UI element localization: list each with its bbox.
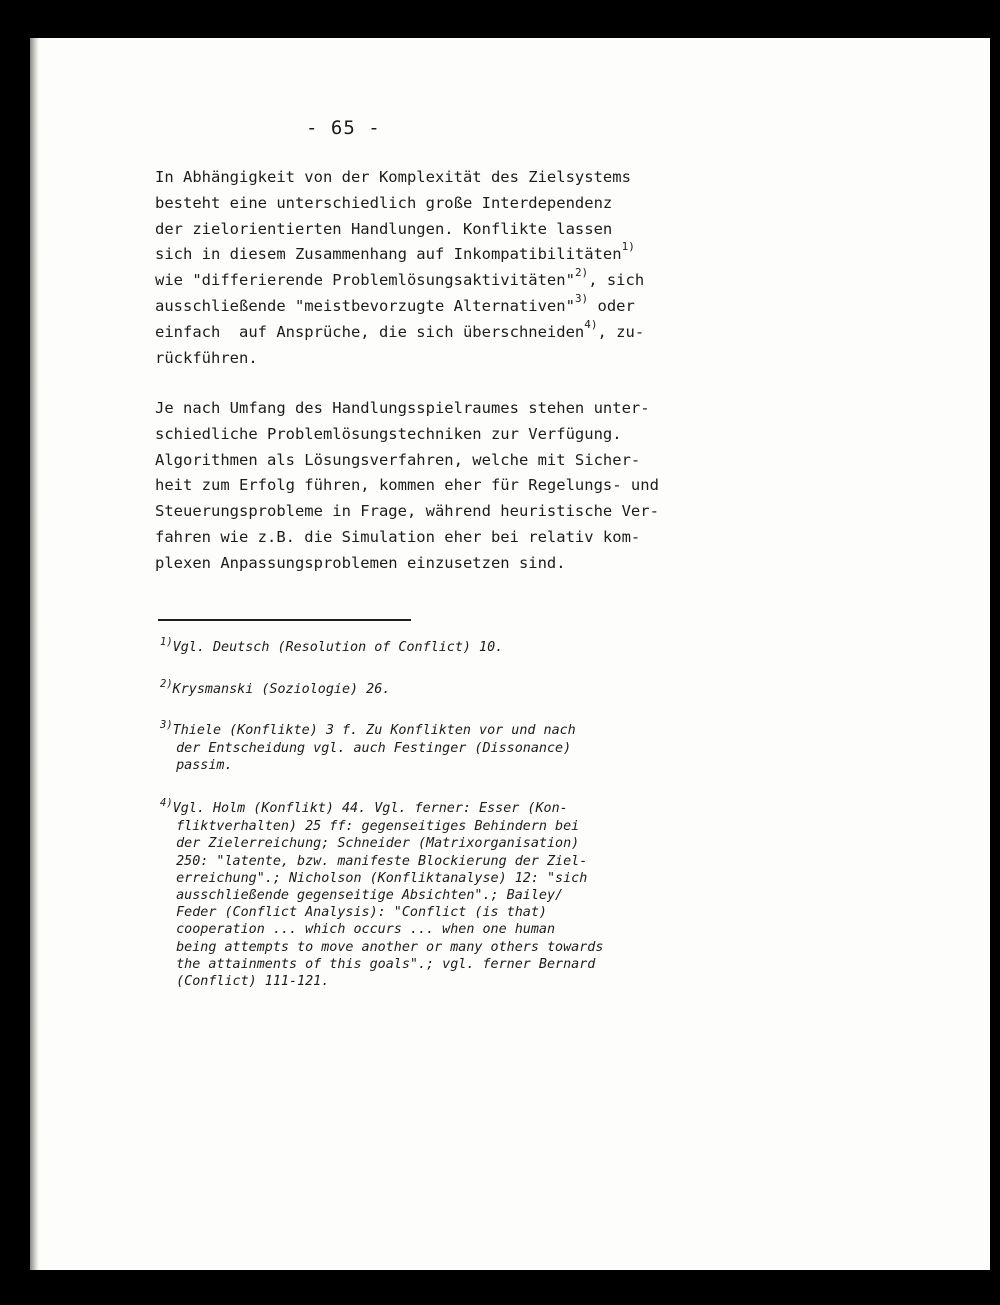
paragraph2-line: fahren wie z.B. die Simulation eher bei relativ kom- <box>155 527 641 546</box>
footnote-line: the attainments of this goals".; vgl. ferner Bernard <box>176 956 596 972</box>
page-number: - 65 - <box>306 117 381 139</box>
paragraph1-line: In Abhängigkeit von der Komplexität des Zielsystems <box>155 168 631 186</box>
footnote-2 <box>160 678 391 699</box>
footnote-4 <box>160 797 604 990</box>
footnote-line: Vgl. Holm (Konflikt) 44. Vgl. ferner: Esser (Kon- <box>172 801 568 816</box>
footnote-line: Thiele (Konflikte) 3 f. Zu Konflikten vor und nach <box>172 723 576 738</box>
footnote-reference: 4) <box>584 317 598 331</box>
paragraph2-line: Algorithmen als Lösungsverfahren, welche mit Sicher- <box>155 450 641 469</box>
paragraph1-line-tail: oder <box>588 296 635 315</box>
paragraph1-line: sich in diesem Zusammenhang auf Inkompatibilitäten <box>155 245 622 264</box>
paragraph2-line: plexen Anpassungsproblemen einzusetzen sind. <box>155 553 566 572</box>
paragraph1-line: wie "differierende Problemlösungsaktivitäten" <box>155 271 575 290</box>
footnote-line: der Entscheidung vgl. auch Festinger (Dissonance) <box>176 741 572 757</box>
paragraph2-line: Je nach Umfang des Handlungsspielraumes stehen unter- <box>155 399 650 417</box>
footnote-reference: 2) <box>574 266 589 280</box>
footnote-separator <box>158 619 411 621</box>
paragraph-problem-solving-techniques <box>155 396 659 577</box>
footnote-reference: 3) <box>574 291 589 305</box>
paragraph2-line: schiedliche Problemlösungstechniken zur Verfügung. <box>155 424 622 443</box>
paragraph1-line: ausschließende "meistbevorzugte Alternativen" <box>155 296 575 315</box>
paragraph1-line: besteht eine unterschiedlich große Interdependenz <box>155 193 613 212</box>
footnote-line: passim. <box>176 758 233 774</box>
paragraph1-line-tail: , zu- <box>597 322 645 341</box>
footnote-line: Vgl. Deutsch (Resolution of Conflict) 10. <box>172 640 504 655</box>
footnote-mark: 2) <box>160 678 173 690</box>
footnote-line: cooperation ... which occurs ... when one human <box>176 922 556 938</box>
paragraph2-line: heit zum Erfolg führen, kommen eher für Regelungs- und <box>155 476 659 495</box>
footnote-mark: 4) <box>160 797 173 809</box>
footnote-line: being attempts to move another or many others towards <box>176 939 604 955</box>
footnote-line: Feder (Conflict Analysis): "Conflict (is that) <box>176 905 547 921</box>
footnote-mark: 1) <box>160 636 173 648</box>
footnote-line: (Conflict) 111-121. <box>176 974 330 990</box>
paragraph1-line: rückführen. <box>155 348 258 367</box>
footnote-line: der Zielerreichung; Schneider (Matrixorganisation) <box>176 836 580 852</box>
footnote-1 <box>160 636 504 657</box>
footnote-line: 250: "latente, bzw. manifeste Blockierung der Ziel- <box>176 853 588 869</box>
footnote-line: ausschließende gegenseitige Absichten".; Bailey/ <box>176 888 564 904</box>
footnote-3 <box>160 719 576 775</box>
paragraph2-line: Steuerungsprobleme in Frage, während heuristische Ver- <box>155 502 659 521</box>
footnote-mark: 3) <box>160 719 173 731</box>
paragraph1-line-tail: , sich <box>588 271 645 290</box>
paragraph-conflict-interdependence <box>155 165 644 371</box>
paragraph1-line: einfach auf Ansprüche, die sich überschneiden <box>155 322 585 341</box>
footnote-line: erreichung".; Nicholson (Konfliktanalyse) 12: "sich <box>176 870 588 886</box>
binding-shadow <box>30 38 39 1270</box>
footnote-reference: 1) <box>621 240 635 254</box>
footnote-line: Krysmanski (Soziologie) 26. <box>172 682 391 697</box>
paragraph1-line: der zielorientierten Handlungen. Konflikte lassen <box>155 219 613 238</box>
footnote-line: fliktverhalten) 25 ff: gegenseitiges Behindern bei <box>176 819 580 835</box>
